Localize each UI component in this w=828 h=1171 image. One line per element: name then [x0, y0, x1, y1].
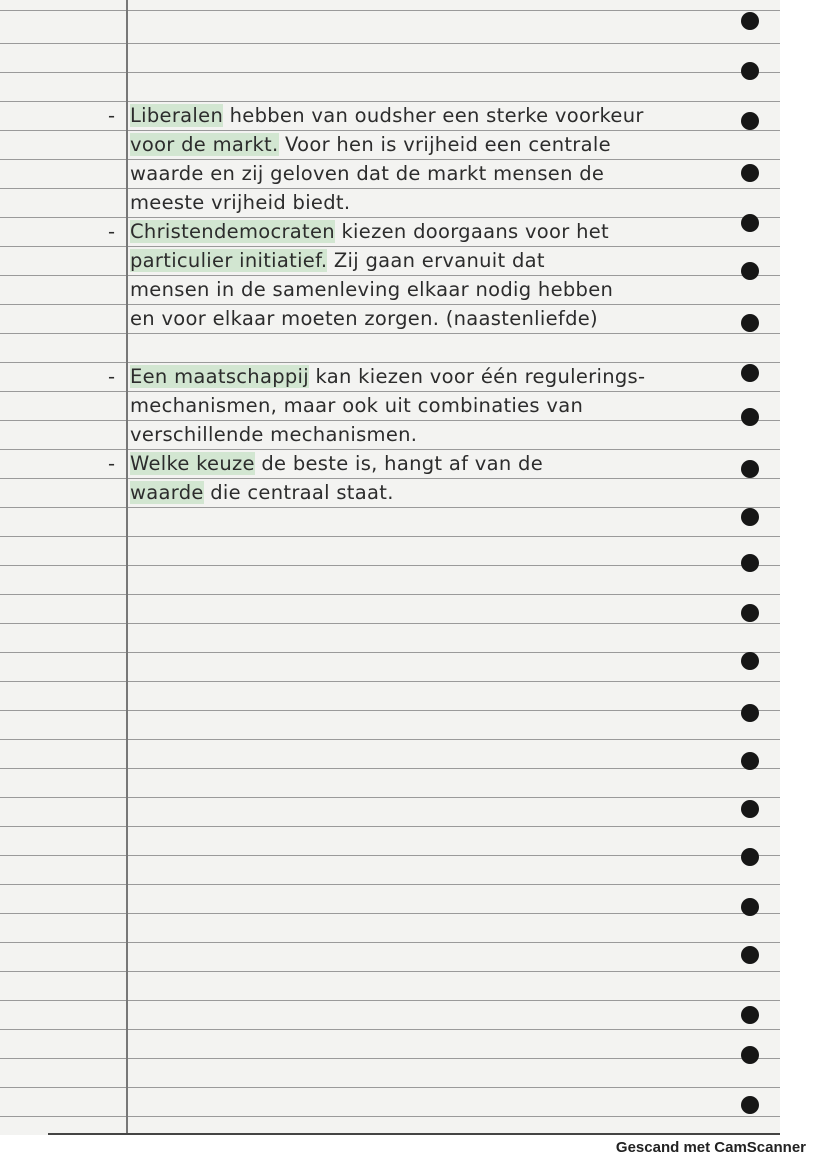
- bullet-dash: -: [108, 365, 116, 388]
- note-line: [108, 101, 748, 130]
- binder-hole-icon: [741, 604, 759, 622]
- binder-hole-icon: [741, 898, 759, 916]
- note-text: mechanismen, maar ook uit combinaties van: [130, 394, 584, 417]
- highlighted-text: Een maatschappij: [130, 365, 309, 388]
- scanner-watermark: Gescand met CamScanner: [615, 1139, 806, 1156]
- highlighted-text: particulier initiatief.: [130, 249, 328, 272]
- bullet-dash: -: [108, 220, 116, 243]
- binder-hole-icon: [741, 752, 759, 770]
- binder-hole-icon: [741, 946, 759, 964]
- highlighted-text: voor de markt.: [130, 133, 279, 156]
- note-text: en voor elkaar moeten zorgen. (naastenliefde): [130, 307, 598, 330]
- note-text: Zij gaan ervanuit dat: [327, 249, 545, 272]
- note-line: [108, 449, 748, 478]
- handwritten-notes: [108, 101, 748, 507]
- note-line: [108, 130, 748, 159]
- note-line: [108, 275, 748, 304]
- binder-hole-icon: [741, 508, 759, 526]
- note-text: de beste is, hangt af van de: [254, 452, 543, 475]
- binder-hole-icon: [741, 62, 759, 80]
- binder-hole-icon: [741, 1046, 759, 1064]
- note-text: kiezen doorgaans voor het: [334, 220, 609, 243]
- page-edge: [48, 1133, 780, 1135]
- highlighted-text: Welke keuze: [130, 452, 255, 475]
- note-text: die centraal staat.: [203, 481, 394, 504]
- binder-hole-icon: [741, 12, 759, 30]
- note-text: meeste vrijheid biedt.: [130, 191, 351, 214]
- binder-hole-icon: [741, 1096, 759, 1114]
- blank-line: [108, 333, 748, 362]
- note-text: Voor hen is vrijheid een centrale: [278, 133, 611, 156]
- binder-hole-icon: [741, 652, 759, 670]
- bullet-dash: -: [108, 452, 116, 475]
- note-line: [108, 217, 748, 246]
- note-line: [108, 420, 748, 449]
- binder-hole-icon: [741, 1006, 759, 1024]
- note-line: [108, 159, 748, 188]
- highlighted-text: Liberalen: [130, 104, 224, 127]
- note-line: [108, 246, 748, 275]
- binder-hole-icon: [741, 848, 759, 866]
- note-line: [108, 188, 748, 217]
- note-text: hebben van oudsher een sterke voorkeur: [223, 104, 644, 127]
- highlighted-text: waarde: [130, 481, 204, 504]
- note-text: verschillende mechanismen.: [130, 423, 418, 446]
- binder-hole-icon: [741, 554, 759, 572]
- note-line: [108, 391, 748, 420]
- bullet-dash: -: [108, 104, 116, 127]
- binder-hole-icon: [741, 704, 759, 722]
- highlighted-text: Christendemocraten: [130, 220, 335, 243]
- note-line: [108, 478, 748, 507]
- note-text: mensen in de samenleving elkaar nodig hebben: [130, 278, 614, 301]
- note-line: [108, 304, 748, 333]
- note-text: waarde en zij geloven dat de markt mensen de: [130, 162, 605, 185]
- note-text: kan kiezen voor één regulerings-: [309, 365, 646, 388]
- binder-hole-icon: [741, 800, 759, 818]
- note-line: [108, 362, 748, 391]
